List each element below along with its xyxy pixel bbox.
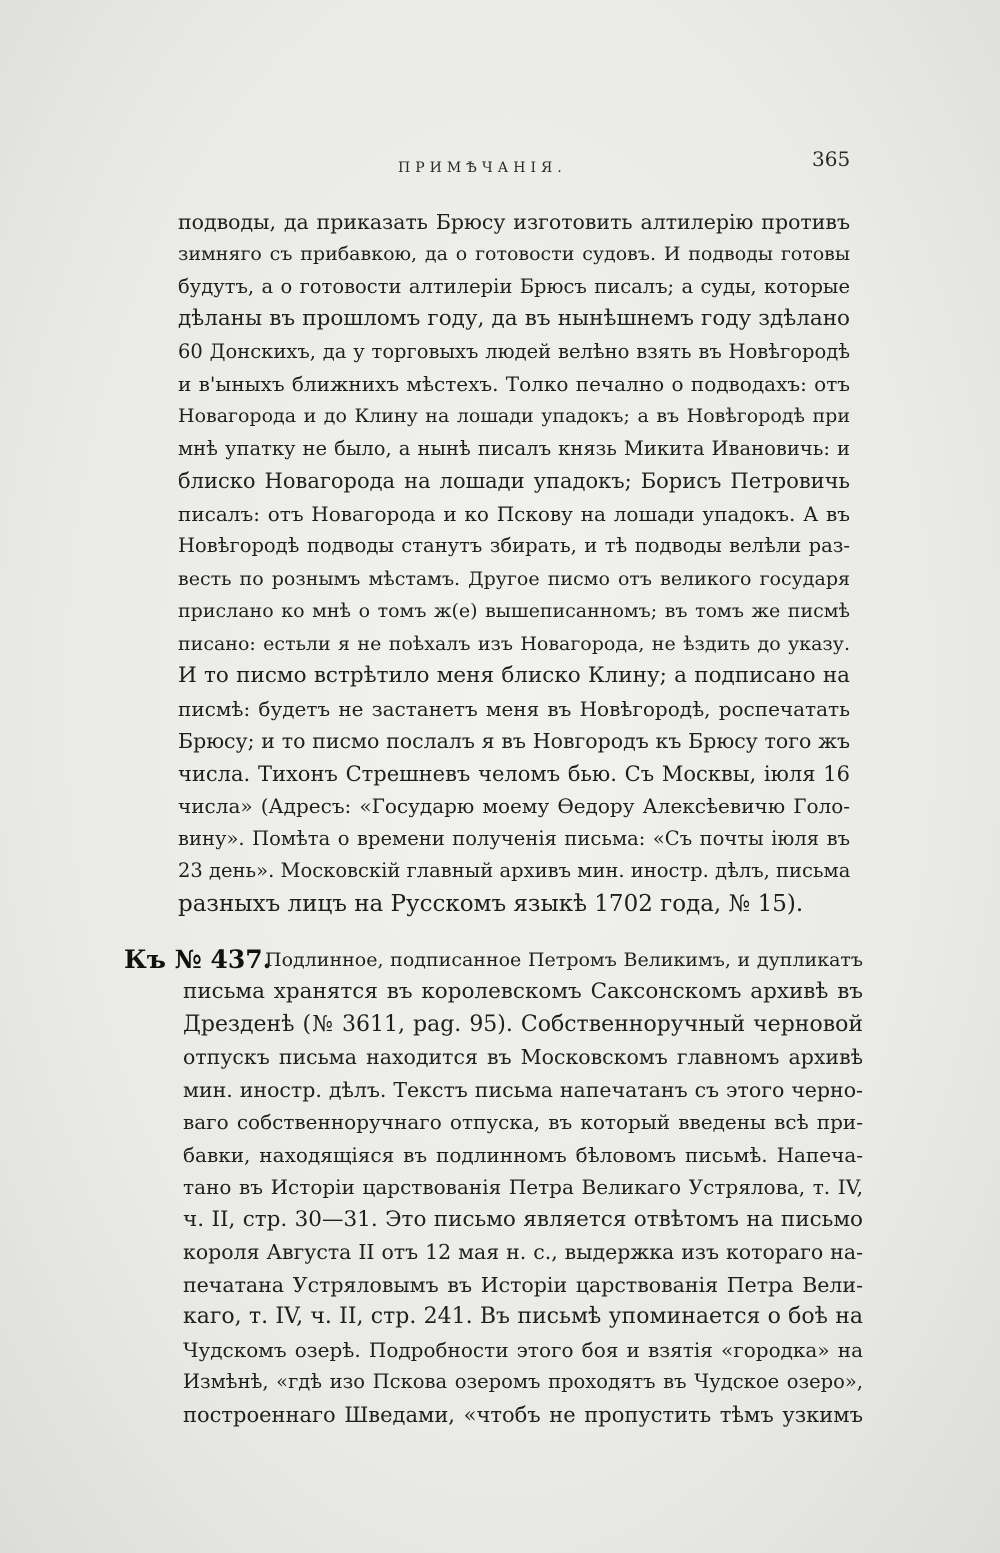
entry-label: Къ № 437. <box>124 945 272 974</box>
text-line: прислано ко мнѣ о томъ ж(е) вышеписанномъ; въ томъ же писмѣ <box>178 600 850 622</box>
text-line: короля Августа II отъ 12 мая н. с., выдержка изъ котораго на- <box>183 1240 863 1264</box>
text-line: и в'ыныхъ ближнихъ мѣстехъ. Толко печално о подводахъ: отъ <box>178 372 850 396</box>
text-line: мин. иностр. дѣлъ. Текстъ письма напечатанъ съ этого черно- <box>183 1078 863 1102</box>
text-line: Подлинное, подписанное Петромъ Великимъ, и дупликатъ <box>265 949 863 971</box>
page-number: 365 <box>812 147 851 171</box>
text-line: письма хранятся въ королевскомъ Саксонскомъ архивѣ въ <box>183 979 863 1004</box>
text-line: Чудскомъ озерѣ. Подробности этого боя и взятія «городка» на <box>183 1338 863 1362</box>
text-line: мнѣ упатку не было, а нынѣ писалъ князь Микита Ивановичь: и <box>178 437 850 460</box>
text-line: отпускъ письма находится въ Московскомъ главномъ архивѣ <box>183 1045 863 1069</box>
text-line: писмѣ: будетъ не застанетъ меня въ Новѣгородѣ, роспечатать <box>178 697 850 721</box>
text-line: тано въ Исторіи царствованія Петра Великаго Устрялова, т. IV, <box>183 1175 863 1199</box>
text-line: Новѣгородѣ подводы станутъ збирать, и тѣ подводы велѣли раз- <box>178 534 850 557</box>
text-line: писано: естьли я не поѣхалъ изъ Новагорода, не ѣздить до указу. <box>178 633 850 655</box>
text-line: ваго собственноручнаго отпуска, въ который введены всѣ при- <box>183 1110 863 1134</box>
text-line: Измѣнѣ, «гдѣ изо Пскова озеромъ проходятъ въ Чудское озеро», <box>183 1370 863 1393</box>
text-line: будутъ, а о готовости алтилеріи Брюсъ писалъ; а суды, которые <box>178 275 850 298</box>
text-line: построеннаго Шведами, «чтобъ не пропустить тѣмъ узкимъ <box>183 1403 863 1427</box>
text-line: числа» (Адресъ: «Государю моему Ѳедору Алексѣевичю Голо- <box>178 794 850 818</box>
text-line: бавки, находящіяся въ подлинномъ бѣловомъ письмѣ. Напеча- <box>183 1143 863 1167</box>
text-line: разныхъ лицъ на Русскомъ языкѣ 1702 года, № 15). <box>178 891 804 917</box>
running-header-title: ПРИМѢЧАНІЯ. <box>398 160 567 176</box>
text-line: блиско Новагорода на лошади упадокъ; Борисъ Петровичь <box>178 469 850 493</box>
text-line: каго, т. IV, ч. II, стр. 241. Въ письмѣ упоминается о боѣ на <box>183 1304 863 1329</box>
text-line: дѣланы въ прошломъ году, да въ нынѣшнемъ году здѣлано <box>178 306 850 331</box>
text-line: Новагорода и до Клину на лошади упадокъ; а въ Новѣгородѣ при <box>178 405 850 427</box>
text-line: Брюсу; и то писмо послалъ я въ Новгородъ къ Брюсу того жъ <box>178 729 850 753</box>
text-line: И то писмо встрѣтило меня блиско Клину; а подписано на <box>178 663 850 688</box>
text-line: 60 Донскихъ, да у торговыхъ людей велѣно взять въ Новѣгородѣ <box>178 340 850 363</box>
text-line: числа. Тихонъ Стрешневъ челомъ бью. Съ Москвы, іюля 16 <box>178 762 850 786</box>
text-line: зимняго съ прибавкою, да о готовости судовъ. И подводы готовы <box>178 243 850 265</box>
text-line: весть по рознымъ мѣстамъ. Другое писмо отъ великого государя <box>178 568 850 590</box>
text-line: подводы, да приказать Брюсу изготовить алтилерію противъ <box>178 210 850 234</box>
text-line: ч. II, стр. 30—31. Это письмо является отвѣтомъ на письмо <box>183 1207 863 1232</box>
text-line: печатана Устряловымъ въ Исторіи царствованія Петра Вели- <box>183 1273 863 1297</box>
text-line: писалъ: отъ Новагорода и ко Пскову на лошади упадокъ. А въ <box>178 502 850 526</box>
text-line: Дрезденѣ (№ 3611, pag. 95). Собственноручный черновой <box>183 1012 863 1037</box>
text-line: 23 день». Московскій главный архивъ мин. иностр. дѣлъ, письма <box>178 859 851 882</box>
text-line: вину». Помѣта о времени полученія письма: «Съ почты іюля въ <box>178 827 850 850</box>
